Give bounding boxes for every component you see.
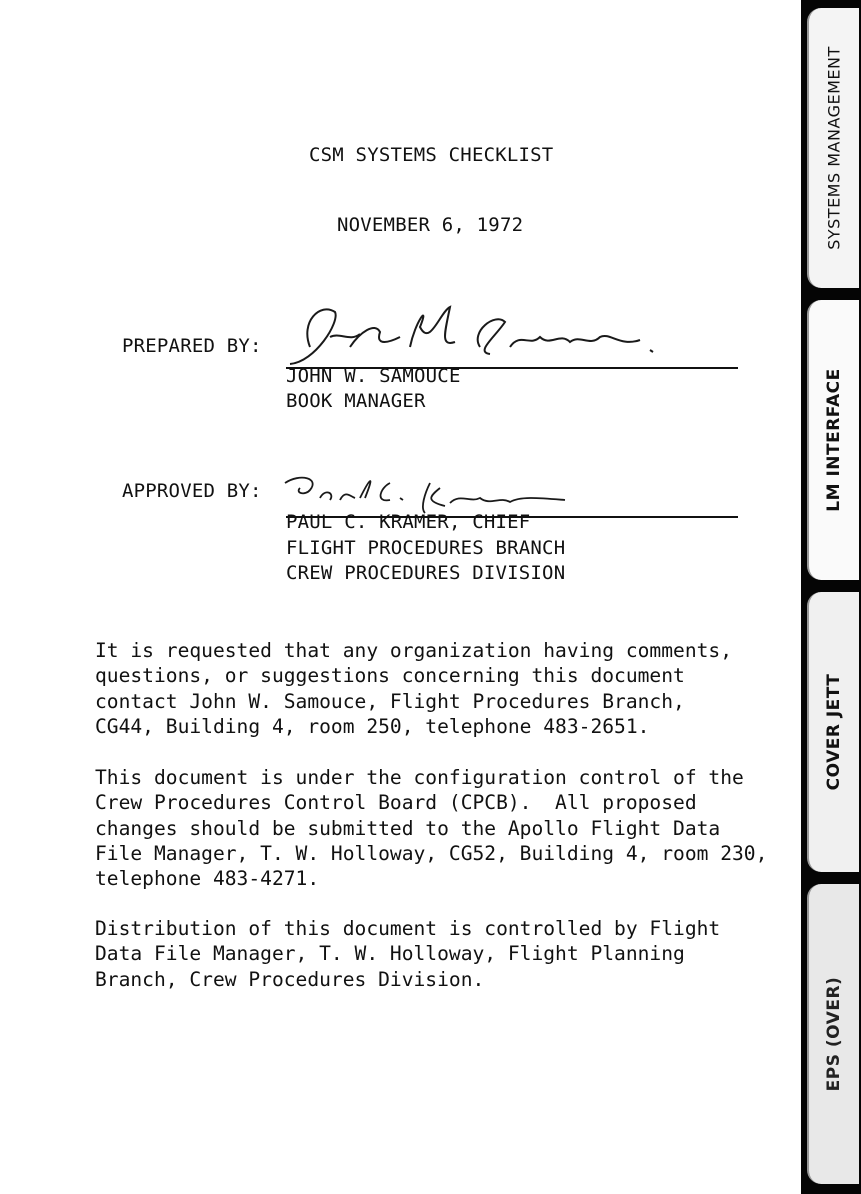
configuration-control-paragraph: This document is under the configuration control of the Crew Procedures Control Board (CPCB). All proposed changes should be submitted to the Apollo Flight Data File Manager, T. W. Holloway, CG52, Building 4, room 230, telephone 483-4271. — [95, 766, 768, 891]
comments-paragraph: It is requested that any organization having comments, questions, or suggestions concerning this document contact John W. Samouce, Flight Procedures Branch, CG44, Building 4, room 250, telephone 483-2651. — [95, 639, 733, 738]
approved-by-label: APPROVED BY: — [122, 480, 262, 502]
tab-eps-over[interactable] — [807, 884, 859, 1184]
approved-name — [286, 510, 565, 587]
tab-label: COVER JETT — [824, 673, 844, 791]
prepared-by-label: PREPARED BY: — [122, 335, 262, 357]
tab-label: SYSTEMS MANAGEMENT — [824, 46, 844, 250]
prepared-name-text: JOHN W. SAMOUCE — [286, 365, 461, 387]
section-tab-strip — [801, 0, 861, 1194]
document-date: NOVEMBER 6, 1972 — [337, 214, 524, 236]
tab-label: LM INTERFACE — [824, 368, 844, 512]
approved-role-division: CREW PROCEDURES DIVISION — [286, 562, 566, 584]
tab-cover-jett[interactable] — [807, 592, 859, 872]
prepared-role: BOOK MANAGER — [286, 390, 426, 412]
approved-role-branch: FLIGHT PROCEDURES BRANCH — [286, 536, 566, 559]
tab-systems-management[interactable] — [807, 8, 859, 288]
distribution-paragraph: Distribution of this document is controlled by Flight Data File Manager, T. W. Holloway, Flight Planning Branch, Crew Procedures Division. — [95, 917, 721, 991]
document-title: CSM SYSTEMS CHECKLIST — [309, 144, 554, 166]
prepared-name — [286, 364, 461, 414]
tab-lm-interface[interactable] — [807, 300, 859, 580]
approved-name-text: PAUL C. KRAMER, CHIEF — [286, 511, 531, 533]
tab-label: EPS (OVER) — [824, 976, 844, 1092]
